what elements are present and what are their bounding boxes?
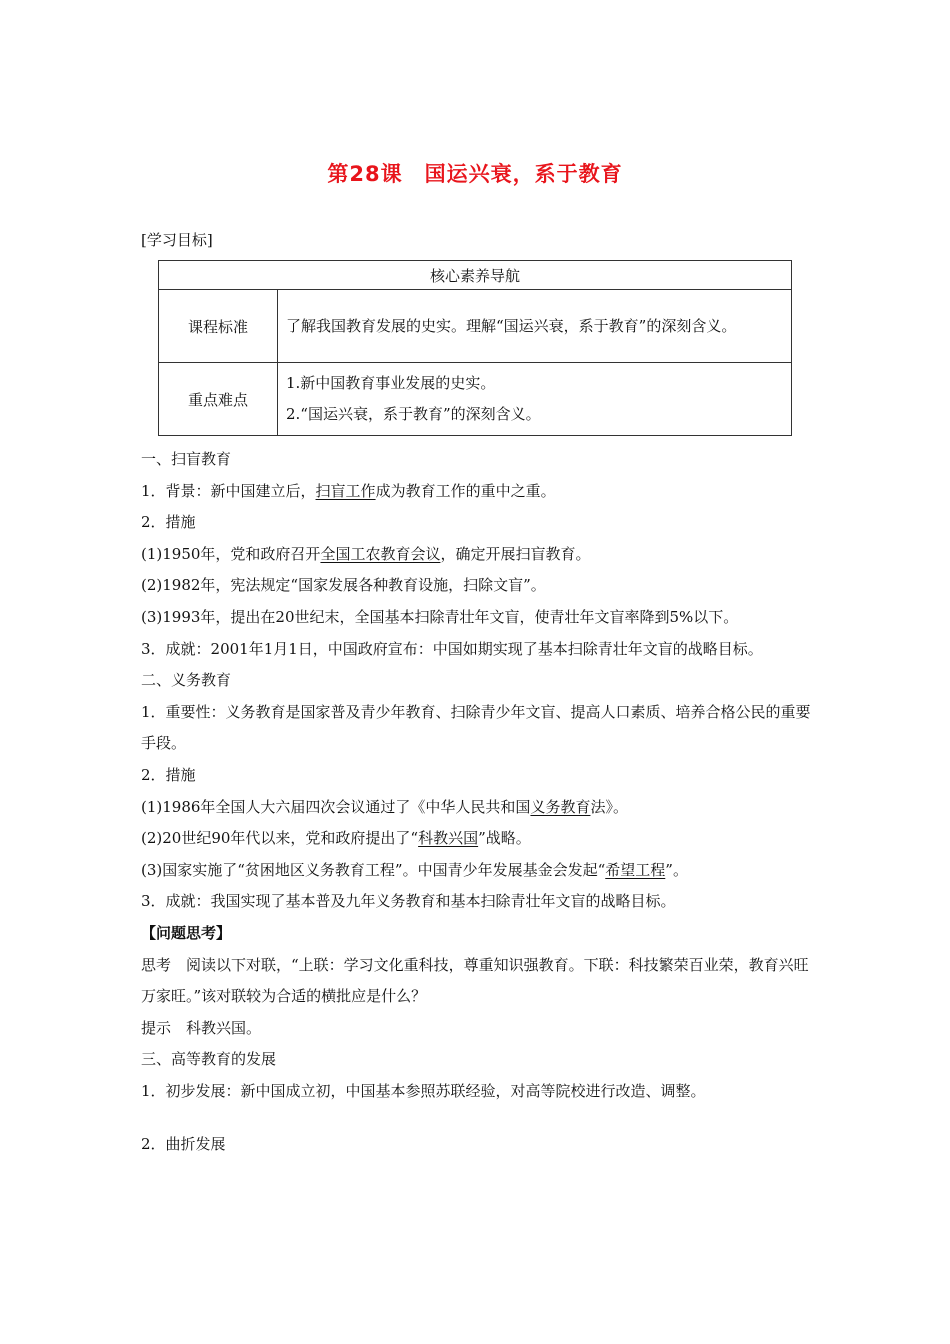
underlined-term: 科教兴国 [418, 829, 479, 848]
row-label-curriculum-standard: 课程标准 [159, 290, 278, 363]
paragraph: 1．重要性：义务教育是国家普及青少年教育、扫除青少年文盲、提高人口素质、培养合格公民的重要手段。 [141, 702, 811, 753]
row-content-key-points [278, 363, 792, 436]
lesson-number: 第28课 [327, 162, 403, 186]
lesson-topic: 国运兴衰，系于教育 [424, 162, 623, 186]
paragraph: 3．成就：2001年1月1日，中国政府宣布：中国如期实现了基本扫除青壮年文盲的战略目标。 [141, 639, 763, 658]
paragraph: 1．初步发展：新中国成立初，中国基本参照苏联经验，对高等院校进行改造、调整。 [141, 1081, 706, 1100]
paragraph: (2)1982年，宪法规定“国家发展各种教育设施，扫除文盲”。 [141, 576, 546, 595]
table-row [159, 363, 792, 436]
learning-goals-label: [学习目标] [141, 231, 213, 249]
row-label-key-points: 重点难点 [159, 363, 278, 436]
paragraph: 2．措施 [141, 513, 196, 532]
key-point-1: 1.新中国教育事业发展的史实。 [286, 374, 496, 392]
paragraph: (2)20世纪90年代以来，党和政府提出了“科教兴国”战略。 [141, 829, 531, 848]
page-title [0, 158, 950, 188]
section-heading-higher: 三、高等教育的发展 [141, 1050, 277, 1069]
think-heading: 【问题思考】 [141, 923, 232, 942]
section-heading-compulsory: 二、义务教育 [141, 671, 232, 690]
row-content-curriculum-standard: 了解我国教育发展的史实。理解“国运兴衰，系于教育”的深刻含义。 [278, 290, 792, 363]
paragraph: 2．曲折发展 [141, 1135, 226, 1154]
document-body [141, 444, 813, 1161]
paragraph: (3)国家实施了“贫困地区义务教育工程”。中国青少年发展基金会发起“希望工程”。 [141, 860, 688, 879]
paragraph: 1．背景：新中国建立后，扫盲工作成为教育工作的重中之重。 [141, 481, 556, 500]
paragraph: (3)1993年，提出在20世纪末，全国基本扫除青壮年文盲，使青壮年文盲率降到5%以下。 [141, 607, 739, 626]
paragraph: 2．措施 [141, 765, 196, 784]
table-row [159, 290, 792, 363]
paragraph: 3．成就：我国实现了基本普及九年义务教育和基本扫除青壮年文盲的战略目标。 [141, 892, 676, 911]
underlined-term: 全国工农教育会议 [320, 544, 441, 563]
underlined-term: 希望工程 [605, 860, 666, 879]
think-question: 思考 阅读以下对联，“上联：学习文化重科技，尊重知识强教育。下联：科技繁荣百业荣，教育兴旺万家旺。”该对联较为合适的横批应是什么？ [141, 955, 809, 1006]
section-heading-literacy: 一、扫盲教育 [141, 450, 232, 468]
key-point-2: 2.“国运兴衰，系于教育”的深刻含义。 [286, 405, 541, 423]
table-header: 核心素养导航 [159, 261, 792, 290]
underlined-term: 义务教育 [530, 797, 591, 816]
paragraph: (1)1986年全国人大六届四次会议通过了《中华人民共和国义务教育法》。 [141, 797, 628, 816]
paragraph: (1)1950年，党和政府召开全国工农教育会议，确定开展扫盲教育。 [141, 544, 591, 563]
core-literacy-table [158, 260, 792, 436]
underlined-term: 扫盲工作 [315, 481, 376, 500]
think-answer: 提示 科教兴国。 [141, 1018, 262, 1037]
